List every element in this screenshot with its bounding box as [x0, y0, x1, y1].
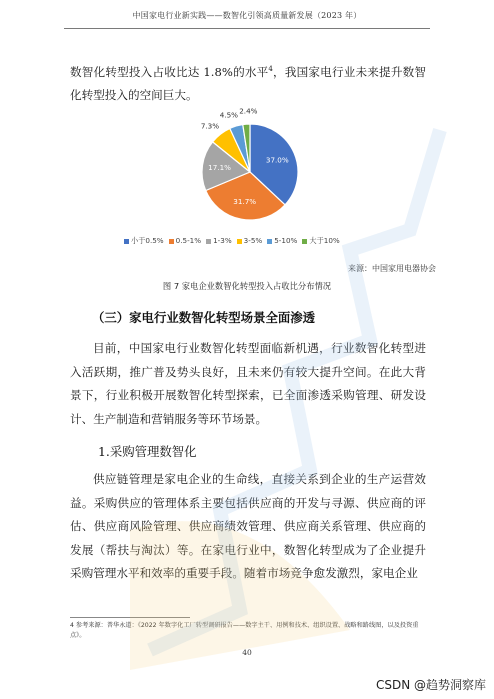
legend-item-2: [169, 236, 201, 245]
legend-item-4: [237, 236, 263, 245]
section-heading: （三）家电行业数智化转型场景全面渗透: [92, 310, 316, 325]
pie-data-label-3: 17.1%: [208, 163, 232, 173]
body-paragraph-2: 供应链管理是家电企业的生命线，直接关系到企业的生产运营效益。采购供应的管理体系主要包括供应商的开发与寻源、供应商的评估、供应商风险管理、供应商绩效管理、供应商关系管理、供应商的发展（帮扶与淘汰）等。在家电行业中，数智化转型成为了企业提升采购管理水平和效率的重要手段。随着市场竞争愈发激烈，家电企业: [70, 472, 426, 580]
pie-chart: [148, 106, 348, 232]
chart-source: 来源：中国家用电器协会: [348, 264, 436, 273]
legend-swatch-3: [206, 239, 211, 244]
footnote-ref[interactable]: 4: [268, 65, 273, 73]
pie-data-label-1: 37.0%: [265, 155, 289, 165]
legend-label-3: 1-3%: [213, 236, 232, 245]
running-header: 中国家电行业新实践——数智化引领高质量新发展（2023 年）: [132, 11, 362, 20]
figure-caption: 图 7 家电企业数智化转型投入占收比分布情况: [162, 281, 332, 291]
legend-swatch-6: [302, 239, 307, 244]
legend-swatch-4: [237, 239, 242, 244]
footnote-divider: [70, 617, 190, 618]
csdn-watermark: CSDN @趋势洞察库: [375, 678, 486, 692]
header-divider: [64, 28, 430, 29]
legend-swatch-1: [124, 239, 129, 244]
legend-swatch-5: [267, 239, 272, 244]
body-paragraph-1: 目前，中国家电行业数智化转型面临新机遇，行业数智化转型进入活跃期，推广普及势头良好，且未来仍有较大提升空间。在此大背景下，行业积极开展数智化转型探索，已全面渗透采购管理、研发设计、生产制造和营销服务等环节场景。: [70, 341, 426, 426]
legend-item-3: [206, 236, 232, 245]
intro-text-before: 数智化转型投入占收比达 1.8%的水平: [70, 64, 269, 79]
intro-text-after: ，我国家电行业未来提升数智化转型投入的空间巨大。: [70, 64, 426, 103]
pie-data-label-5: 4.5%: [219, 110, 238, 120]
legend-label-1: 小于0.5%: [131, 236, 164, 245]
legend-item-1: [124, 236, 164, 245]
legend-label-6: 大于10%: [309, 236, 340, 245]
pie-data-label-6: 2.4%: [239, 106, 258, 116]
pie-chart-svg: [148, 106, 348, 232]
subsection-heading: 1.采购管理数智化: [98, 444, 197, 459]
footnote: 4 参考来源：普华永道：《2022 年数字化工厂转型调研报告——数字主干、用例和技术、组织设置、战略和路线图，以及投资重点》。: [70, 622, 419, 639]
legend-label-5: 5-10%: [274, 236, 298, 245]
legend-item-5: [267, 236, 297, 245]
legend-label-4: 3-5%: [243, 236, 263, 245]
legend-swatch-2: [169, 239, 174, 244]
legend-label-2: 0.5-1%: [175, 236, 202, 245]
chart-legend: [124, 236, 384, 246]
intro-paragraph: [70, 58, 426, 108]
pie-data-label-4: 7.3%: [200, 121, 220, 131]
page-number: 40: [242, 648, 252, 657]
legend-item-6: [302, 236, 339, 245]
pie-data-label-2: 31.7%: [233, 196, 257, 206]
